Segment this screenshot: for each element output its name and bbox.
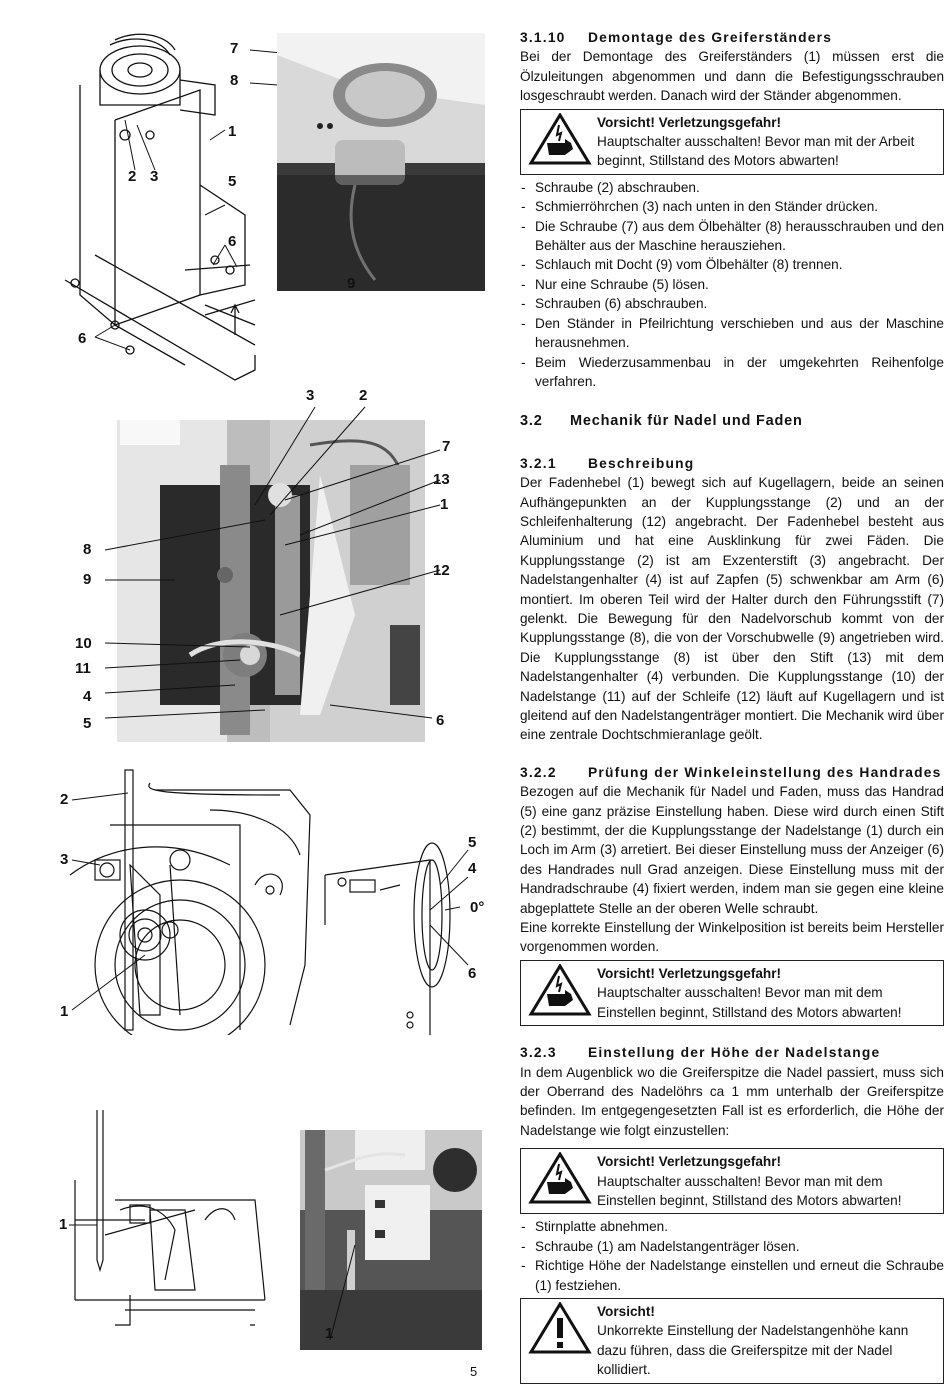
warning-box-1 (520, 109, 944, 175)
section-title: Beschreibung (588, 455, 695, 471)
callout-8: 8 (230, 72, 239, 89)
needle-mechanism-leaders (70, 385, 460, 745)
caution-text: Unkorrekte Einstellung der Nadelstangenhöhe kann dazu führen, dass die Greiferspitze mit der Nadel kollidiert. (597, 1323, 909, 1378)
list-item: - Richtige Höhe der Nadelstange einstellen und erneut die Schraube (1) festziehen. (520, 1256, 944, 1295)
list-item: - Nur eine Schraube (5) lösen. (520, 275, 944, 294)
callout-1: 1 (60, 1003, 69, 1020)
section-number: 3.2 (520, 413, 543, 430)
section-3-2-1-heading (520, 454, 944, 473)
callout-13: 13 (433, 471, 450, 488)
callout-7: 7 (442, 438, 451, 455)
section-3-2-3-text: In dem Augenblick wo die Greiferspitze die Nadel passiert, muss sich der Oberrand des Nadelöhrs ca 1 mm unterhalb der Greiferspitze befinden. Im entgegengesetzten Fall ist es erforderlich, die Höhe der Nadelstange wie folgt einzustellen: (520, 1064, 944, 1138)
callout-7: 7 (230, 40, 239, 57)
warning-title: Vorsicht! Verletzungsgefahr! (597, 114, 782, 130)
callout-9: 9 (347, 275, 356, 292)
list-item: - Schrauben (6) abschrauben. (520, 294, 944, 313)
callout-11: 11 (75, 660, 91, 677)
hand-hazard-icon (525, 113, 597, 165)
callout-6: 6 (436, 712, 445, 729)
section-title: Demontage des Greiferständers (588, 30, 833, 45)
figure-needle-bar-height (55, 1110, 485, 1350)
callout-5: 5 (83, 715, 92, 732)
callout-zero-degree: 0° (470, 899, 485, 916)
callout-6b: 6 (78, 330, 87, 347)
list-item: - Die Schraube (7) aus dem Ölbehälter (8) herausschrauben und den Behälter aus der Maschine herausziehen. (520, 217, 944, 256)
figure-needle-mechanism (70, 385, 460, 745)
callout-1a: 1 (59, 1216, 68, 1233)
list-item: - Stirnplatte abnehmen. (520, 1217, 944, 1236)
callout-5: 5 (228, 173, 237, 190)
page-number: 5 (470, 1364, 478, 1379)
hand-hazard-icon (525, 964, 597, 1016)
section-title: Prüfung der Winkeleinstellung des Handrades (588, 764, 942, 780)
section-3-2-1-text: Der Fadenhebel (1) bewegt sich auf Kugellagern, beide an seinen Aufhängepunkten an der Kupplungsstange (2) und an der Schleifenhalterung (12) angebracht. Der Fadenhebel besteht aus Aluminium und hat eine Ausklinkung für zwei Fäden. Die Kupplungsstange (2) ist am Exzenterstift (3) angebracht. Der Nadelstangenhalter (4) ist auf Zapfen (5) schwenkbar am Arm (6) montiert. Im oberen Teil wird der Halter durch den Führungsstift (7) gelenkt. Die Bewegung für den Nadelvorschub kommt von der Kupplungsstange (8), die von der Vorschubwelle (9) angetrieben wird. Die Kupplungsstange (8) ist über den Stift (13) mit dem Nadelstangenhalter (4) verbunden. Die Kupplungsstange (10) der Nadelstange (11) auf der Schleife (12) läuft auf Kugellagern und ist gleitend auf den Nadelstangenträger montiert. Die Mechanik wird über eine zentrale Dochtschmieranlage geölt. (520, 475, 944, 743)
hook-stand-drawing (55, 25, 485, 385)
list-item: - Schraube (2) abschrauben. (520, 178, 944, 197)
figure-handwheel-check (50, 765, 490, 1035)
callout-2: 2 (128, 168, 137, 185)
callout-4: 4 (83, 688, 92, 705)
hand-hazard-icon (525, 1152, 597, 1204)
section-3-2-2-heading (520, 763, 944, 782)
callout-2: 2 (359, 387, 368, 404)
section-3-1-10-heading (520, 28, 944, 47)
section-number: 3.2.1 (520, 455, 557, 471)
list-item: - Beim Wiederzusammenbau in der umgekehrten Reihenfolge verfahren. (520, 353, 944, 392)
callout-1: 1 (440, 496, 449, 513)
warning-box-3 (520, 1148, 944, 1214)
section-number: 3.2.2 (520, 764, 557, 780)
warning-text: Hauptschalter ausschalten! Bevor man mit dem Einstellen beginnt, Stillstand des Motors abwarten! (597, 1173, 902, 1208)
steps-list-3-2-3 (520, 1217, 944, 1295)
callout-6: 6 (468, 965, 477, 982)
list-item: - Schmierröhrchen (3) nach unten in den Ständer drücken. (520, 197, 944, 216)
steps-list-3-1-10 (520, 178, 944, 391)
section-number: 3.2.3 (520, 1045, 557, 1061)
callout-9: 9 (83, 571, 92, 588)
callout-5: 5 (468, 834, 477, 851)
figure-hook-stand (55, 25, 485, 385)
callout-6a: 6 (228, 233, 237, 250)
caution-box (520, 1298, 944, 1384)
section-3-2-3-heading (520, 1043, 944, 1062)
callout-4: 4 (468, 860, 477, 877)
callout-3: 3 (306, 387, 315, 404)
warning-title: Vorsicht! Verletzungsgefahr! (597, 1154, 782, 1170)
list-item: - Den Ständer in Pfeilrichtung verschieben und aus der Maschine herausnehmen. (520, 314, 944, 353)
warning-title: Vorsicht! Verletzungsgefahr! (597, 965, 782, 981)
callout-1: 1 (228, 123, 237, 140)
callout-3: 3 (60, 851, 69, 868)
warning-box-2 (520, 960, 944, 1026)
text-column (520, 28, 944, 1387)
callout-10: 10 (75, 635, 92, 652)
list-item: - Schraube (1) am Nadelstangenträger lösen. (520, 1237, 944, 1256)
callout-8: 8 (83, 541, 92, 558)
callout-2: 2 (60, 791, 69, 808)
callout-12: 12 (433, 562, 450, 579)
warning-text: Hauptschalter ausschalten! Bevor man mit der Arbeit beginnt, Stillstand des Motors abwarten! (597, 134, 915, 169)
section-3-1-10-intro: Bei der Demontage des Greiferständers (1) müssen erst die Ölzuleitungen abgenommen und dann die Befestigungsschrauben losgeschraubt werden. Danach wird der Ständer abgenommen. (520, 49, 944, 104)
callout-1b: 1 (325, 1325, 334, 1342)
warning-text: Hauptschalter ausschalten! Bevor man mit dem Einstellen beginnt, Stillstand des Motors abwarten! (597, 985, 902, 1020)
section-title: Mechanik für Nadel und Faden (570, 413, 803, 430)
section-3-2-2-note: Eine korrekte Einstellung der Winkelposition ist bereits beim Hersteller vorgenommen worden. (520, 920, 944, 955)
list-item: - Schlauch mit Docht (9) vom Ölbehälter (8) trennen. (520, 255, 944, 274)
needle-bar-height-drawing (55, 1110, 485, 1350)
section-number: 3.1.10 (520, 30, 566, 45)
exclamation-icon (525, 1302, 597, 1354)
section-3-2-heading (520, 412, 944, 431)
handwheel-check-drawing (50, 765, 490, 1035)
section-3-2-2-text: Bezogen auf die Mechanik für Nadel und Faden, muss das Handrad (5) eine ganz präzise Einstellung haben. Diese wird durch einen Stift (2) bestimmt, der die Kupplungsstange der Nadelstange (1) durch ein Loch im Arm (3) arretiert. Bei dieser Einstellung muss der Anzeiger (6) des Handrades null Grad anzeigen. Diese Einstellung muss mit der Handradschraube (4) fixiert werden, indem man sie gegen eine kleine abgeplattete Stelle an der oberen Welle schraubt. (520, 784, 944, 916)
caution-title: Vorsicht! (597, 1303, 655, 1319)
callout-3: 3 (150, 168, 159, 185)
section-title: Einstellung der Höhe der Nadelstange (588, 1045, 881, 1061)
